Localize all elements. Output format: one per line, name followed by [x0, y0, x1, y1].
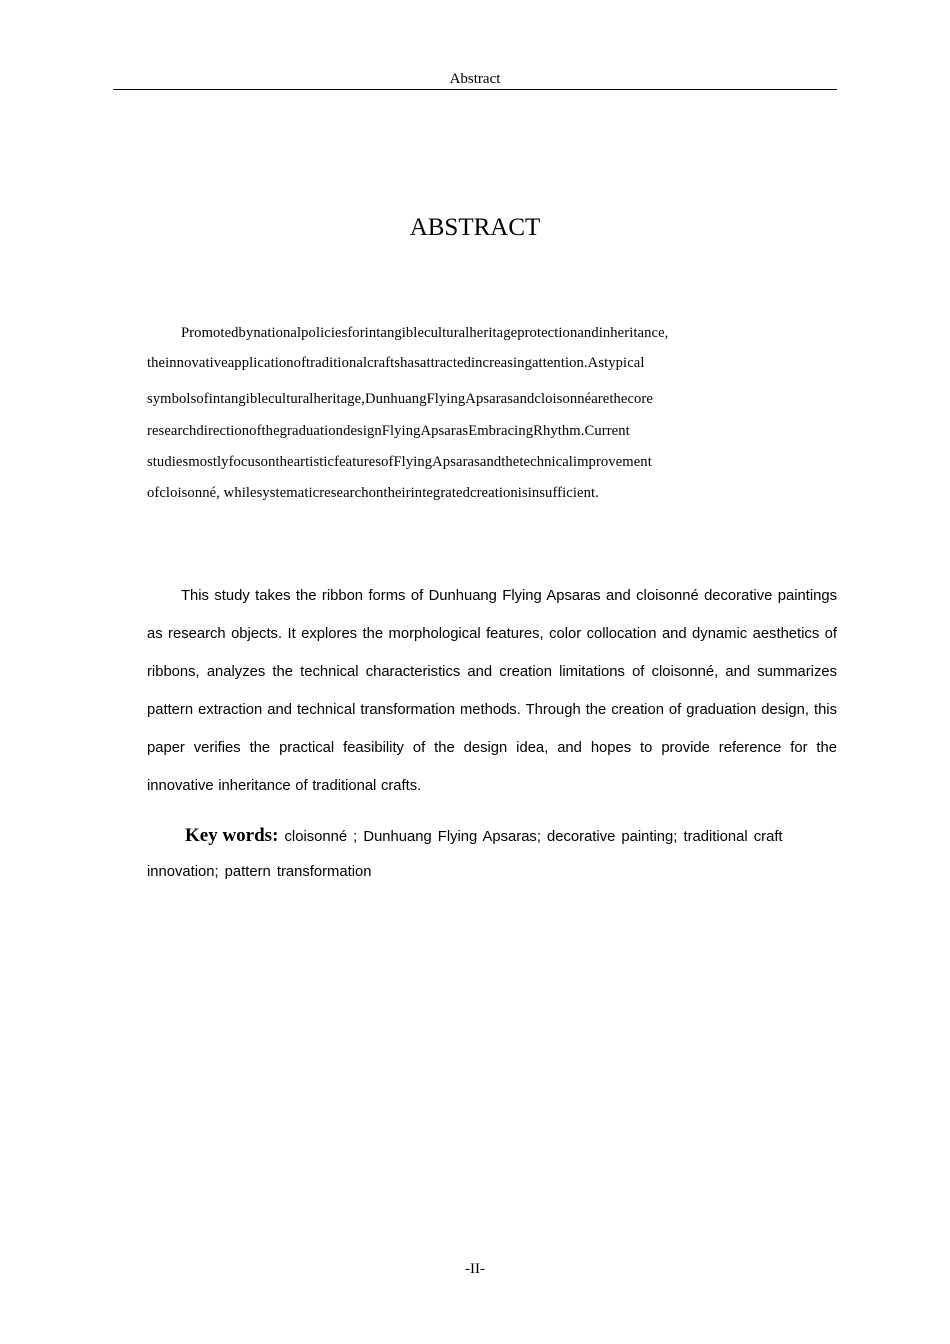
paragraph-line: symbolsofintangibleculturalheritage,DunhuangFlyingApsarasandcloisonnéarethecore: [147, 391, 653, 407]
keywords: [147, 818, 807, 890]
paragraph-line: researchdirectionofthegraduationdesignFlyingApsarasEmbracingRhythm.Current: [147, 423, 630, 439]
keywords-text: cloisonné ; Dunhuang Flying Apsaras; decorative painting; traditional craft innovation; pattern transformation: [147, 829, 783, 880]
paragraph-line: theinnovativeapplicationoftraditionalcraftshasattractedincreasingattention.Astypical: [147, 355, 645, 371]
abstract-paragraph: This study takes the ribbon forms of Dunhuang Flying Apsaras and cloisonné decorative paintings as research objects. It explores the morphological features, color collocation and dynamic aesthetics of ribbons, analyzes the technical characteristics and creation limitations of cloisonné, and summarizes pattern extraction and technical transformation methods. Through the creation of graduation design, this paper verifies the practical feasibility of the design idea, and hopes to provide reference for the innovative inheritance of traditional crafts.: [147, 588, 837, 794]
abstract-title: ABSTRACT: [409, 214, 541, 241]
page-number: -II-: [465, 1261, 485, 1277]
paragraph-line: ofcloisonné, whilesystematicresearchontheirintegratedcreationisinsufficient.: [147, 485, 599, 501]
keywords-label: Key words:: [185, 825, 279, 846]
running-header: Abstract: [113, 71, 837, 90]
paragraph-line: studiesmostlyfocusontheartisticfeaturesofFlyingApsarasandthetechnicalimprovement: [147, 454, 652, 470]
paragraph-line: Promotedbynationalpoliciesforintangibleculturalheritageprotectionandinheritance,: [181, 325, 669, 341]
